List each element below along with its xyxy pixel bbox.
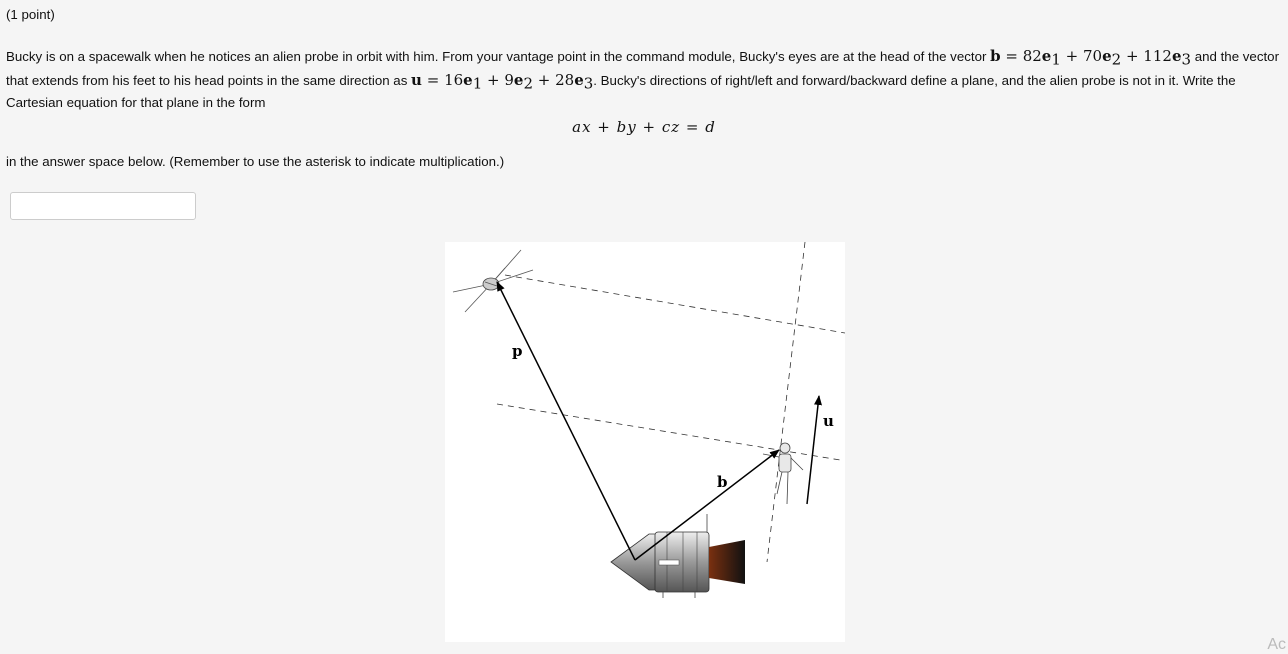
alien-probe-icon xyxy=(453,250,533,312)
vector-arrows xyxy=(497,282,819,560)
spacewalk-figure xyxy=(445,242,845,642)
instruction-note: in the answer space below. (Remember to use the asterisk to indicate multiplication.) xyxy=(6,154,505,169)
label-p: p xyxy=(512,342,523,360)
problem-text: Bucky is on a spacewalk when he notices an alien probe in orbit with him. From your vantage point in the command module, Bucky's eyes are at the head of the vector $b = 82e_1 + 70e_2 + 112e_3$ and the vector that extends from his feet to his head points in the same direction as $u = 16e_1 + 9e_2 + 28e_3$. Bucky's directions of right/left and forward/backward define a plane, and the alien probe is not in it. Write the Cartesian equation for that plane in the form xyxy=(6,47,1279,111)
points-label: (1 point) xyxy=(6,7,55,22)
astronaut-icon xyxy=(763,443,803,504)
plane-dashed-lines xyxy=(497,242,845,562)
label-b: b xyxy=(717,473,728,491)
figure-svg xyxy=(445,242,845,642)
corner-text: Ac xyxy=(1267,636,1286,653)
answer-input[interactable] xyxy=(10,192,196,220)
label-u: u xyxy=(823,412,834,430)
vector-u-arrow xyxy=(807,396,819,504)
vector-p-arrow xyxy=(497,282,635,560)
vector-u-symbol: u xyxy=(411,70,422,89)
plane-equation: ax + by + cz = d xyxy=(572,118,716,136)
vector-b-symbol: b xyxy=(990,47,1001,65)
